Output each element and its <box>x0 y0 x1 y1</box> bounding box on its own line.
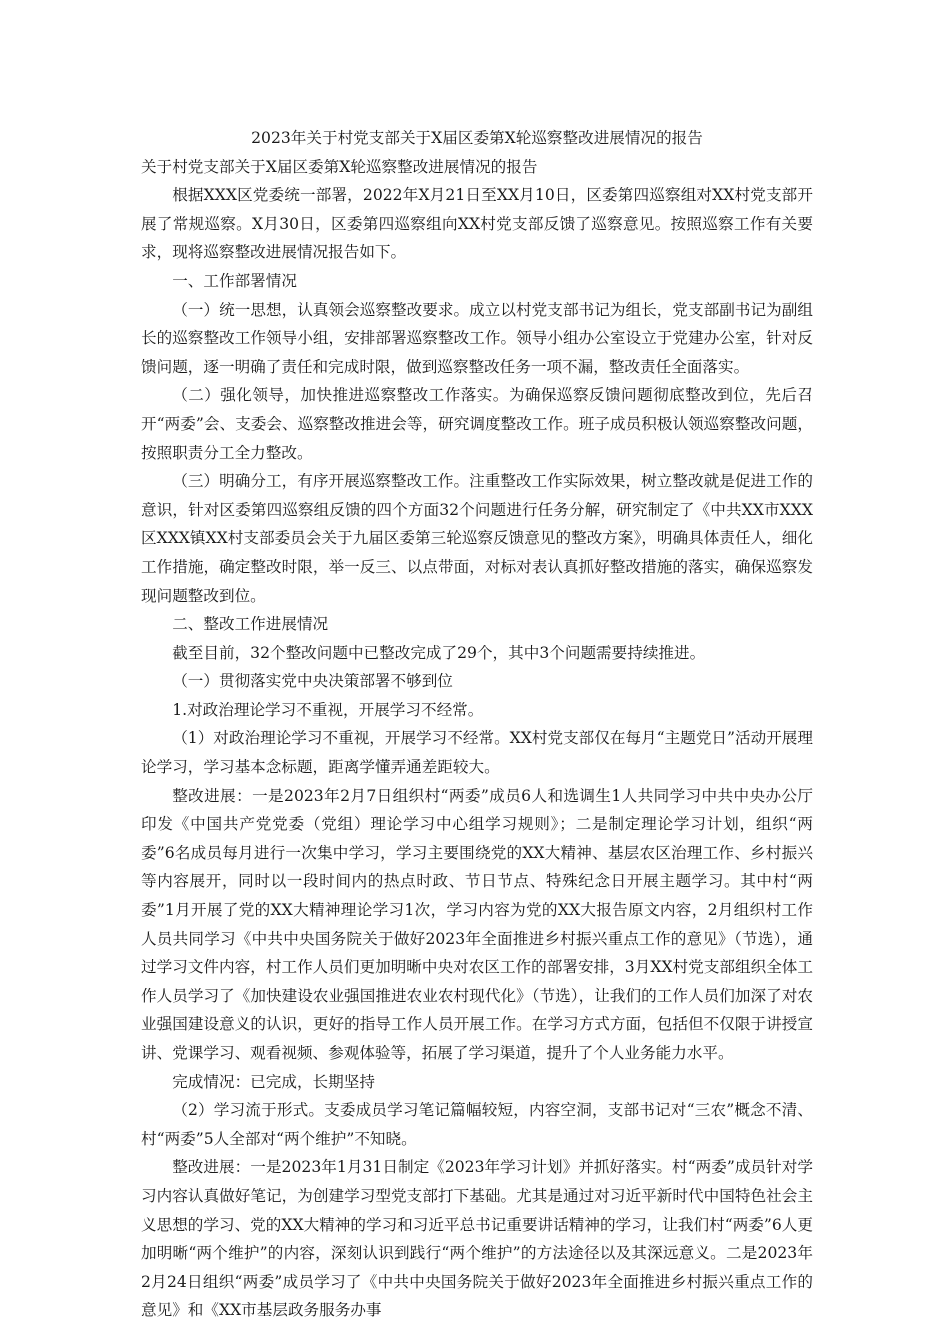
paragraph-rectification-progress-1: 整改进展：一是2023年2月7日组织村“两委”成员6人和选调生1人共同学习中共中央办公厅印发《中国共产党党委（党组）理论学习中心组学习规则》；二是制定理论学习计划，组织“两委”6名成员每月进行一次集中学习，学习主要围绕党的XX大精神、基层农区治理工作、乡村振兴等内容展开，同时以一段时间内的热点时政、节日节点、特殊纪念日开展主题学习。其中村“两委”1月开展了党的XX大精神理论学习1次，学习内容为党的XX大报告原文内容，2月组织村工作人员共同学习《中共中央国务院关于做好2023年全面推进乡村振兴重点工作的意见》（节选），通过学习文件内容，村工作人员们更加明晰中央对农区工作的部署安排，3月XX村党支部组织全体工作人员学习了《加快建设农业强国推进农业农村现代化》（节选），让我们的工作人员们加深了对农业强国建设意义的认识，更好的指导工作人员开展工作。在学习方式方面，包括但不仅限于讲授宣讲、党课学习、观看视频、参观体验等，拓展了学习渠道，提升了个人业务能力水平。 <box>141 786 813 1062</box>
subsection-heading-implementation: （一）贯彻落实党中央决策部署不够到位 <box>172 672 453 691</box>
paragraph-unify-thinking: （一）统一思想，认真领会巡察整改要求。成立以村党支部书记为组长，党支部副书记为副组长的巡察整改工作领导小组，安排部署巡察整改工作。领导小组办公室设立于党建办公室，针对反馈问题，逐一明确了责任和完成时限，做到巡察整改任务一项不漏，整改责任全面落实。 <box>141 300 813 376</box>
paragraph-progress-summary: 截至目前，32个整改问题中已整改完成了29个，其中3个问题需要持续推进。 <box>172 643 706 662</box>
paragraph-issue-2: （2）学习流于形式。支委成员学习笔记篇幅较短，内容空洞，支部书记对“三农”概念不清、村“两委”5人全部对“两个维护”不知晓。 <box>141 1101 813 1148</box>
document-subtitle: 关于村党支部关于X届区委第X轮巡察整改进展情况的报告 <box>141 157 538 176</box>
paragraph-clear-division: （三）明确分工，有序开展巡察整改工作。注重整改工作实际效果，树立整改就是促进工作的意识，针对区委第四巡察组反馈的四个方面32个问题进行任务分解，研究制定了《中共XX市XXX区XXX镇XX村支部委员会关于九届区委第三轮巡察反馈意见的整改方案》，明确具体责任人，细化工作措施，确定整改时限，举一反三、以点带面，对标对表认真抓好整改措施的落实，确保巡察发现问题整改到位。 <box>141 472 813 605</box>
section-heading-deployment: 一、工作部署情况 <box>172 271 297 290</box>
item-heading-theory-study: 1.对政治理论学习不重视，开展学习不经常。 <box>172 700 484 719</box>
document-title: 2023年关于村党支部关于X届区委第X轮巡察整改进展情况的报告 <box>251 129 703 147</box>
document-page <box>141 124 813 1325</box>
paragraph-completion-status-1: 完成情况：已完成，长期坚持 <box>172 1072 375 1091</box>
paragraph-rectification-progress-2: 整改进展：一是2023年1月31日制定《2023年学习计划》并抓好落实。村“两委”成员针对学习内容认真做好笔记，为创建学习型党支部打下基础。尤其是通过对习近平新时代中国特色社会主义思想的学习、党的XX大精神的学习和习近平总书记重要讲话精神的学习，让我们村“两委”6人更加明晰“两个维护”的内容，深刻认识到践行“两个维护”的方法途径以及其深远意义。二是2023年2月24日组织“两委”成员学习了《中共中央国务院关于做好2023年全面推进乡村振兴重点工作的意见》和《XX市基层政务服务办事 <box>141 1158 813 1320</box>
paragraph-strengthen-leadership: （二）强化领导，加快推进巡察整改工作落实。为确保巡察反馈问题彻底整改到位，先后召开“两委”会、支委会、巡察整改推进会等，研究调度整改工作。班子成员积极认领巡察整改问题，按照职责分工全力整改。 <box>141 386 813 462</box>
paragraph-issue-1: （1）对政治理论学习不重视，开展学习不经常。XX村党支部仅在每月“主题党日”活动开展理论学习，学习基本念标题，距离学懂弄通差距较大。 <box>141 729 813 777</box>
section-heading-progress: 二、整改工作进展情况 <box>172 615 329 634</box>
paragraph-intro: 根据XXX区党委统一部署，2022年X月21日至XX月10日，区委第四巡察组对XX村党支部开展了常规巡察。X月30日，区委第四巡察组向XX村党支部反馈了巡察意见。按照巡察工作有关要求，现将巡察整改进展情况报告如下。 <box>141 186 813 262</box>
